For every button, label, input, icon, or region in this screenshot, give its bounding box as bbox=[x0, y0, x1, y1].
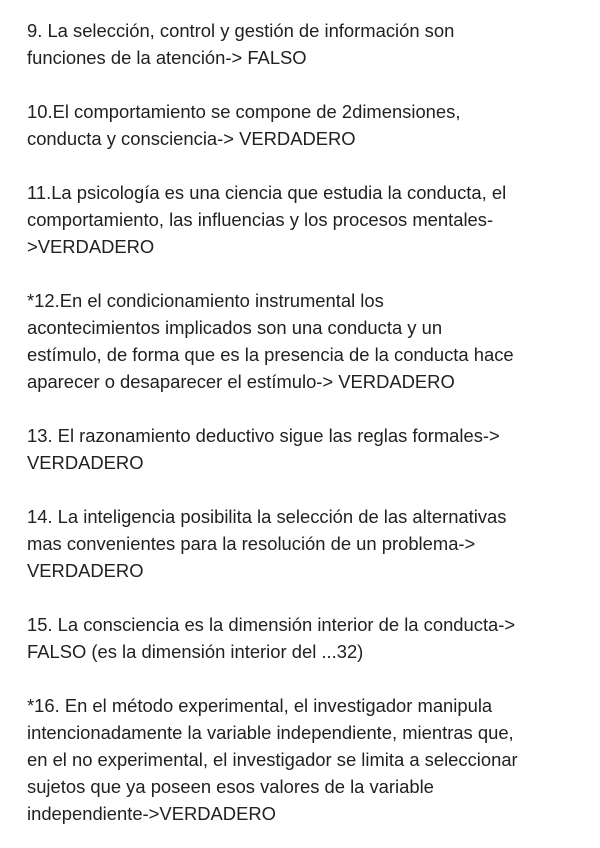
statement-15: 15. La consciencia es la dimensión interior de la conducta-> FALSO (es la dimensión interior del ...32) bbox=[27, 614, 516, 662]
statement-9: 9. La selección, control y gestión de información son funciones de la atención-> FALSO bbox=[27, 20, 455, 68]
statement-14: 14. La inteligencia posibilita la selección de las alternativas mas convenientes para la resolución de un problema-> VERDADERO bbox=[27, 506, 507, 581]
statement-10: 10.El comportamiento se compone de 2dimensiones, conducta y consciencia-> VERDADERO bbox=[27, 101, 461, 149]
statement-12: *12.En el condicionamiento instrumental los acontecimientos implicados son una conducta y un estímulo, de forma que es la presencia de la conducta hace aparecer o desaparecer el estímulo-> VERDADERO bbox=[27, 290, 514, 392]
statement-16: *16. En el método experimental, el investigador manipula intencionadamente la variable independiente, mientras que, en el no experimental, el investigador se limita a seleccionar sujetos que ya poseen esos valores de la variable independiente->VERDADERO bbox=[27, 695, 518, 824]
statement-11: 11.La psicología es una ciencia que estudia la conducta, el comportamiento, las influencias y los procesos mentales- >VERDADERO bbox=[27, 182, 507, 257]
statement-13: 13. El razonamiento deductivo sigue las reglas formales-> VERDADERO bbox=[27, 425, 500, 473]
